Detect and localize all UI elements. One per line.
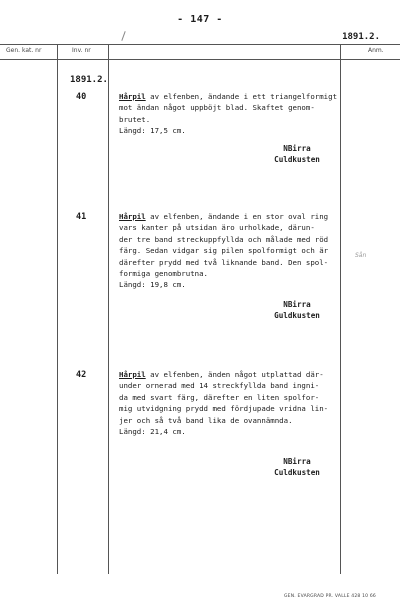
- signature-line: Culdkusten: [274, 468, 320, 477]
- column-header-anm: Anm.: [368, 47, 384, 54]
- signature-line: NBirra: [283, 300, 311, 309]
- entry-line: Längd: 17,5 cm.: [119, 126, 186, 136]
- entry-line: Längd: 19,8 cm.: [119, 280, 186, 290]
- volume-mark: 1891.2.: [70, 75, 108, 85]
- printer-footer: GEN. EVARGRAD PR. VALLE 428 10 66: [283, 594, 376, 599]
- catalog-entry: [119, 369, 344, 437]
- entry-line: därefter prydd med två liknande band. Den spol-: [119, 257, 329, 267]
- catalog-entry: [119, 211, 344, 291]
- entry-line: der tre band streckuppfyllda och målade med röd: [119, 234, 329, 244]
- column-divider-1: [57, 44, 58, 574]
- entry-line: av elfenben, ändande i ett triangelformigt: [145, 92, 338, 101]
- inventory-number: 42: [76, 370, 87, 380]
- inventory-number: 40: [76, 92, 87, 102]
- entry-line: färg. Sedan vidgar sig pilen spolformigt och är: [119, 246, 329, 256]
- signature-line: NBirra: [283, 144, 311, 153]
- margin-note: Sån: [355, 252, 367, 259]
- entry-line: mig utvidgning prydd med fördjupade vridna lin-: [119, 404, 329, 414]
- catalog-entry: [119, 91, 344, 137]
- column-divider-2: [108, 44, 109, 574]
- object-name: Hårpil: [119, 212, 146, 221]
- entry-line: av elfenben, ändande i en stor oval ring: [145, 212, 329, 221]
- entry-line: brutet.: [119, 114, 151, 124]
- entry-line: Längd: 21,4 cm.: [119, 427, 186, 437]
- object-name: Hårpil: [119, 370, 146, 379]
- header-date: 1891.2.: [342, 32, 380, 42]
- signature-line: NBirra: [283, 457, 311, 466]
- origin-signature: [267, 456, 327, 478]
- entry-line: formiga genombrutna.: [119, 269, 208, 279]
- entry-line: av elfenben, änden något utplattad där-: [145, 370, 324, 379]
- page-number: - 147 -: [177, 14, 223, 25]
- column-header-inv-nr: Inv. nr: [72, 47, 91, 54]
- pen-mark: [121, 31, 125, 41]
- object-name: Hårpil: [119, 92, 146, 101]
- entry-line: da med svart färg, därefter en liten spolfor-: [119, 392, 320, 402]
- signature-line: Guldkusten: [274, 311, 320, 320]
- entry-line: under ornerad med 14 streckfyllda band ingni-: [119, 381, 320, 391]
- origin-signature: [267, 143, 327, 165]
- inventory-number: 41: [76, 212, 87, 222]
- entry-line: jer och så två band lika de ovannämnda.: [119, 415, 293, 425]
- entry-line: vars kanter på utsidan äro urholkade, därun-: [119, 223, 315, 233]
- signature-line: Culdkusten: [274, 155, 320, 164]
- origin-signature: [267, 299, 327, 321]
- entry-line: mot ändan något uppböjt blad. Skaftet genom-: [119, 103, 315, 113]
- column-header-gen-kat-nr: Gen. kat. nr: [6, 47, 42, 54]
